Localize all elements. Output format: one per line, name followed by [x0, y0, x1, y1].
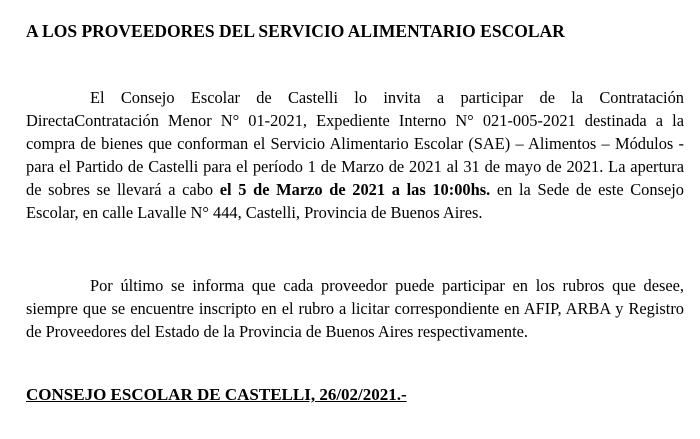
document-title: A LOS PROVEEDORES DEL SERVICIO ALIMENTARIO ESCOLAR	[26, 21, 565, 41]
signature-line: CONSEJO ESCOLAR DE CASTELLI, 26/02/2021.-	[26, 385, 407, 404]
closing-paragraph	[26, 274, 684, 343]
invitation-paragraph	[26, 86, 684, 224]
opening-date-highlight: el 5 de Marzo de 2021 a las 10:00hs.	[219, 180, 491, 199]
invitation-text-end: en la Sede de este Consejo Escolar, en calle Lavalle N° 444, Castelli, Provincia de Buenos Aires.	[26, 180, 684, 222]
closing-text: Por último se informa que cada proveedor puede participar en los rubros que desee, siempre que se encuentre inscripto en el rubro a licitar correspondiente en AFIP, ARBA y Registro de Proveedores del Estado de la Provincia de Buenos Aires respectivamente.	[26, 276, 684, 341]
invitation-text-start: El Consejo Escolar de Castelli lo invita a participar de la Contratación DirectaContratación Menor N° 01-2021, Expediente Interno N° 021-005-2021 destinada a la compra de bienes que conforman el Servicio Alimentario Escolar (SAE) – Alimentos – Módulos - para el Partido de Castelli para el período 1 de Marzo de 2021 al 31 de mayo de 2021. La apertura de sobres se llevará a cabo	[26, 88, 684, 199]
